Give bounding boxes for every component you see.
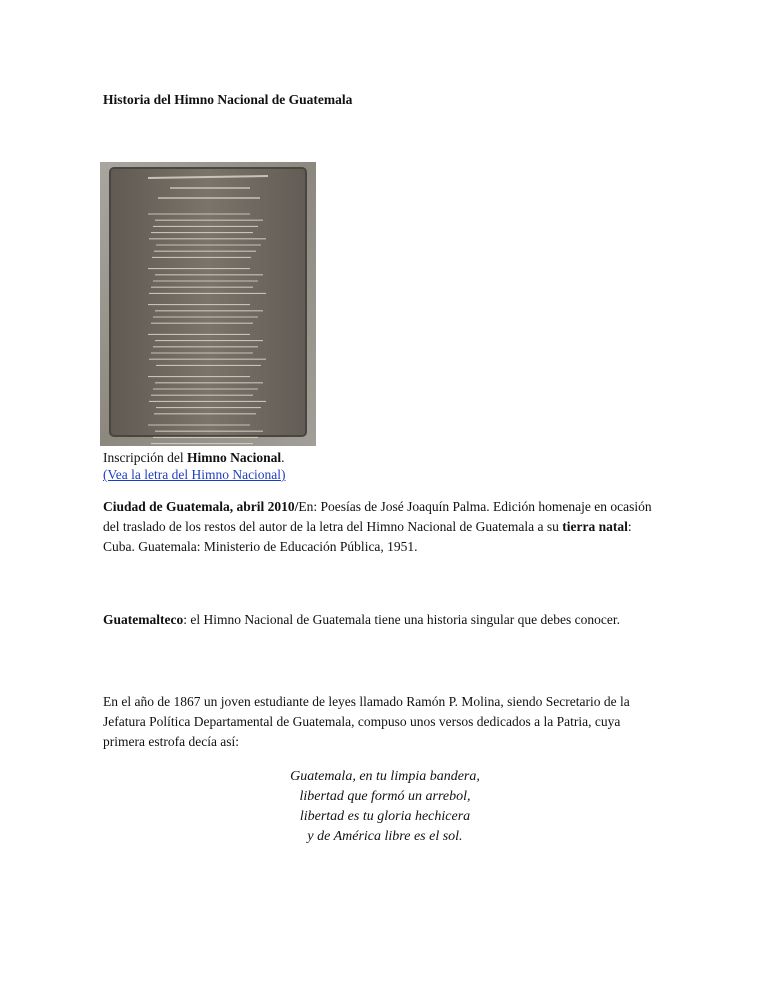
intro-text: : el Himno Nacional de Guatemala tiene una historia singular que debes conocer. [183,612,620,627]
citation-text-b: : Cuba. Guatemala: Ministerio de Educación Pública, 1951. [103,519,632,554]
poem-line: y de América libre es el sol. [307,829,463,844]
caption-suffix: . [281,450,285,465]
dateline: Ciudad de Guatemala, abril 2010/ [103,499,299,514]
poem-stanza [260,767,510,847]
paragraph-citation [103,497,665,557]
caption-bold: Himno Nacional [186,450,282,465]
poem-line: libertad que formó un arrebol, [299,789,471,804]
image-caption [103,449,286,483]
poem-line: Guatemala, en tu limpia bandera, [290,769,480,784]
citation-bold-mid: tierra natal [562,519,628,534]
document-title: Historia del Himno Nacional de Guatemala [103,92,353,107]
plaque-photo [100,162,316,446]
paragraph-intro [103,610,665,630]
caption-prefix: Inscripción del [103,450,187,465]
citation-text-a: En: Poesías de José Joaquín Palma. Edición homenaje en ocasión del traslado de los restos del autor de la letra del Himno Nacional de Guatemala a su [103,499,652,534]
intro-bold: Guatemalteco [103,612,184,627]
paragraph-history: En el año de 1867 un joven estudiante de leyes llamado Ramón P. Molina, siendo Secretario de la Jefatura Política Departamental de Guatemala, compuso unos versos dedicados a la Patria, cuya primera estrofa decía así: [103,694,630,749]
poem-line: libertad es tu gloria hechicera [299,809,471,824]
plaque-image [100,162,316,446]
anthem-lyrics-link[interactable]: (Vea la letra del Himno Nacional) [103,467,286,482]
